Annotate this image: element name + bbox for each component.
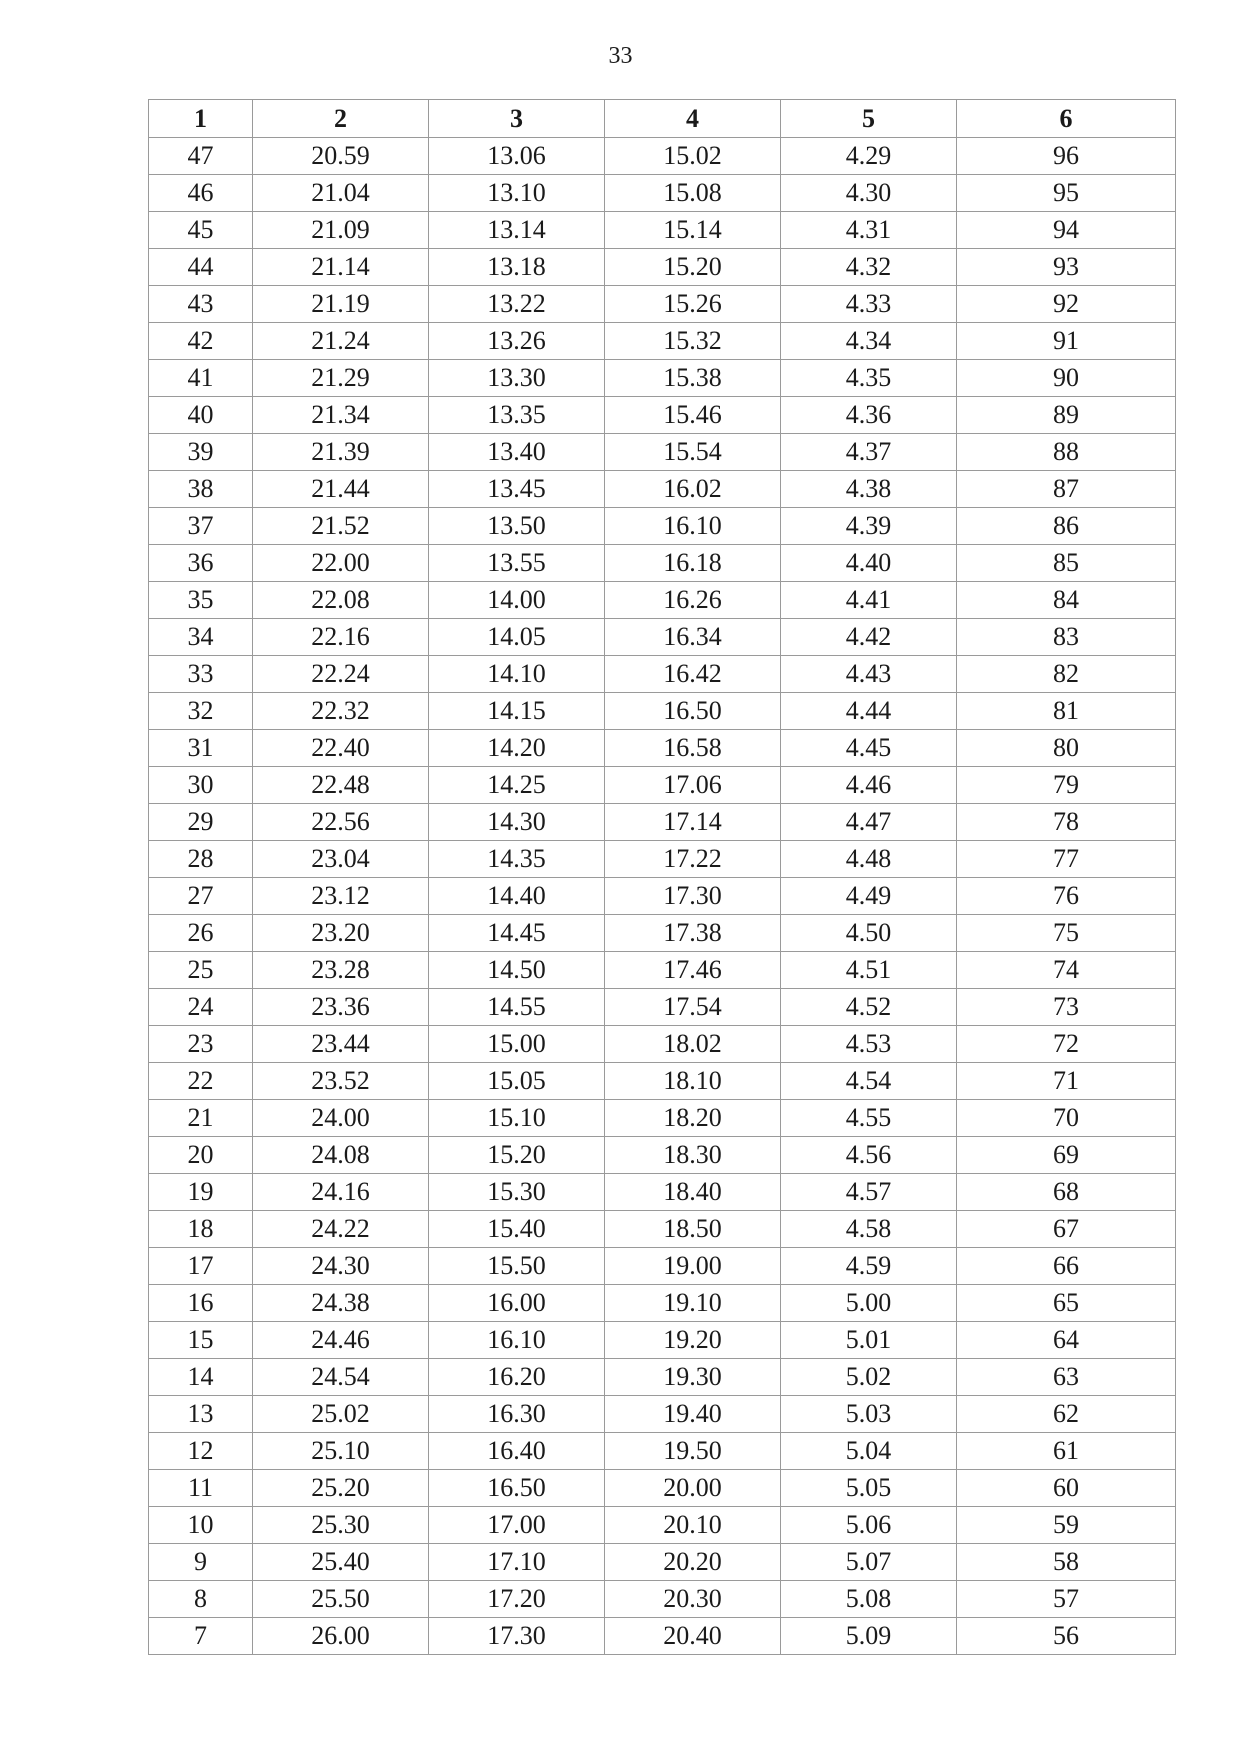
table-cell: 66 (957, 1248, 1176, 1285)
table-row (149, 286, 1176, 323)
table-cell: 30 (149, 767, 253, 804)
table-cell: 15.54 (605, 434, 781, 471)
table-cell: 25.30 (253, 1507, 429, 1544)
table-cell: 4.31 (781, 212, 957, 249)
table-row (149, 1026, 1176, 1063)
table-cell: 21.19 (253, 286, 429, 323)
table-cell: 37 (149, 508, 253, 545)
table-cell: 20.10 (605, 1507, 781, 1544)
table-cell: 23.28 (253, 952, 429, 989)
table-cell: 24.54 (253, 1359, 429, 1396)
table-cell: 15.26 (605, 286, 781, 323)
table-row (149, 730, 1176, 767)
table-cell: 4.48 (781, 841, 957, 878)
table-cell: 5.01 (781, 1322, 957, 1359)
table-cell: 14.05 (429, 619, 605, 656)
table-cell: 64 (957, 1322, 1176, 1359)
table-cell: 38 (149, 471, 253, 508)
table-cell: 17.22 (605, 841, 781, 878)
table-cell: 62 (957, 1396, 1176, 1433)
table-cell: 16.26 (605, 582, 781, 619)
table-cell: 5.05 (781, 1470, 957, 1507)
table-cell: 15.20 (429, 1137, 605, 1174)
table-cell: 18.10 (605, 1063, 781, 1100)
table-cell: 18.02 (605, 1026, 781, 1063)
table-cell: 19.40 (605, 1396, 781, 1433)
table-cell: 58 (957, 1544, 1176, 1581)
column-header-6: 6 (957, 100, 1176, 138)
table-cell: 89 (957, 397, 1176, 434)
table-cell: 4.52 (781, 989, 957, 1026)
table-cell: 56 (957, 1618, 1176, 1655)
table-cell: 15.40 (429, 1211, 605, 1248)
table-row (149, 138, 1176, 175)
table-cell: 4.29 (781, 138, 957, 175)
table-cell: 74 (957, 952, 1176, 989)
table-cell: 5.06 (781, 1507, 957, 1544)
table-row (149, 1322, 1176, 1359)
table-row (149, 397, 1176, 434)
table-cell: 23.36 (253, 989, 429, 1026)
table-cell: 31 (149, 730, 253, 767)
table-cell: 76 (957, 878, 1176, 915)
table-cell: 13.40 (429, 434, 605, 471)
table-cell: 4.34 (781, 323, 957, 360)
table-cell: 5.07 (781, 1544, 957, 1581)
table-cell: 28 (149, 841, 253, 878)
table-cell: 24 (149, 989, 253, 1026)
table-cell: 69 (957, 1137, 1176, 1174)
table-cell: 87 (957, 471, 1176, 508)
table-cell: 15.08 (605, 175, 781, 212)
table-row (149, 434, 1176, 471)
table-cell: 4.37 (781, 434, 957, 471)
table-row (149, 1581, 1176, 1618)
table-cell: 14.40 (429, 878, 605, 915)
table-cell: 86 (957, 508, 1176, 545)
table-cell: 17.14 (605, 804, 781, 841)
table-cell: 27 (149, 878, 253, 915)
data-table (148, 99, 1176, 1655)
table-cell: 14.25 (429, 767, 605, 804)
table-cell: 63 (957, 1359, 1176, 1396)
table-cell: 78 (957, 804, 1176, 841)
table-cell: 21.14 (253, 249, 429, 286)
table-row (149, 1211, 1176, 1248)
table-cell: 88 (957, 434, 1176, 471)
table-cell: 61 (957, 1433, 1176, 1470)
table-row (149, 804, 1176, 841)
column-header-3: 3 (429, 100, 605, 138)
table-cell: 17.38 (605, 915, 781, 952)
table-cell: 16.42 (605, 656, 781, 693)
table-cell: 13.35 (429, 397, 605, 434)
table-cell: 21 (149, 1100, 253, 1137)
table-cell: 15.38 (605, 360, 781, 397)
table-cell: 40 (149, 397, 253, 434)
table-cell: 13.14 (429, 212, 605, 249)
table-cell: 16.20 (429, 1359, 605, 1396)
table-cell: 13.30 (429, 360, 605, 397)
table-cell: 18.50 (605, 1211, 781, 1248)
table-cell: 45 (149, 212, 253, 249)
table-cell: 19.50 (605, 1433, 781, 1470)
table-cell: 75 (957, 915, 1176, 952)
table-cell: 26.00 (253, 1618, 429, 1655)
table-row (149, 1544, 1176, 1581)
table-cell: 22.40 (253, 730, 429, 767)
table-cell: 95 (957, 175, 1176, 212)
table-cell: 25.10 (253, 1433, 429, 1470)
table-cell: 17 (149, 1248, 253, 1285)
table-cell: 33 (149, 656, 253, 693)
table-cell: 15.30 (429, 1174, 605, 1211)
table-cell: 15.02 (605, 138, 781, 175)
table-row (149, 619, 1176, 656)
table-row (149, 545, 1176, 582)
table-cell: 14.50 (429, 952, 605, 989)
table-cell: 4.45 (781, 730, 957, 767)
table-cell: 14.45 (429, 915, 605, 952)
table-cell: 16.50 (429, 1470, 605, 1507)
table-cell: 26 (149, 915, 253, 952)
table-cell: 25.20 (253, 1470, 429, 1507)
table-cell: 91 (957, 323, 1176, 360)
table-cell: 4.46 (781, 767, 957, 804)
table-cell: 14 (149, 1359, 253, 1396)
table-cell: 57 (957, 1581, 1176, 1618)
table-cell: 59 (957, 1507, 1176, 1544)
table-cell: 29 (149, 804, 253, 841)
table-cell: 18.40 (605, 1174, 781, 1211)
table-cell: 17.30 (605, 878, 781, 915)
table-cell: 15.14 (605, 212, 781, 249)
table-cell: 20.30 (605, 1581, 781, 1618)
table-cell: 21.29 (253, 360, 429, 397)
table-row (149, 249, 1176, 286)
table-row (149, 471, 1176, 508)
table-body (149, 138, 1176, 1655)
table-cell: 20 (149, 1137, 253, 1174)
table-cell: 4.57 (781, 1174, 957, 1211)
table-row (149, 1174, 1176, 1211)
table-cell: 25.50 (253, 1581, 429, 1618)
table-cell: 15.20 (605, 249, 781, 286)
table-cell: 7 (149, 1618, 253, 1655)
table-row (149, 656, 1176, 693)
table-cell: 19.00 (605, 1248, 781, 1285)
table-cell: 21.39 (253, 434, 429, 471)
table-cell: 19.10 (605, 1285, 781, 1322)
table-row (149, 693, 1176, 730)
table-cell: 13.50 (429, 508, 605, 545)
table-cell: 16.02 (605, 471, 781, 508)
table-row (149, 952, 1176, 989)
table-cell: 13.26 (429, 323, 605, 360)
table-cell: 16.40 (429, 1433, 605, 1470)
table-cell: 15.50 (429, 1248, 605, 1285)
table-cell: 24.38 (253, 1285, 429, 1322)
table-cell: 21.52 (253, 508, 429, 545)
table-cell: 23.52 (253, 1063, 429, 1100)
table-cell: 15.32 (605, 323, 781, 360)
table-cell: 13.18 (429, 249, 605, 286)
table-cell: 4.55 (781, 1100, 957, 1137)
table-cell: 67 (957, 1211, 1176, 1248)
table-cell: 35 (149, 582, 253, 619)
table-row (149, 841, 1176, 878)
table-cell: 32 (149, 693, 253, 730)
table-cell: 25.02 (253, 1396, 429, 1433)
table-row (149, 508, 1176, 545)
table-cell: 18 (149, 1211, 253, 1248)
table-cell: 90 (957, 360, 1176, 397)
table-cell: 16.18 (605, 545, 781, 582)
table-cell: 14.00 (429, 582, 605, 619)
table-cell: 17.30 (429, 1618, 605, 1655)
table-row (149, 1507, 1176, 1544)
table-cell: 22.24 (253, 656, 429, 693)
table-cell: 21.34 (253, 397, 429, 434)
table-cell: 4.54 (781, 1063, 957, 1100)
table-cell: 14.30 (429, 804, 605, 841)
table-cell: 94 (957, 212, 1176, 249)
table-cell: 14.10 (429, 656, 605, 693)
table-cell: 11 (149, 1470, 253, 1507)
table-cell: 16.30 (429, 1396, 605, 1433)
table-cell: 10 (149, 1507, 253, 1544)
table-cell: 22.56 (253, 804, 429, 841)
table-cell: 17.20 (429, 1581, 605, 1618)
table-cell: 42 (149, 323, 253, 360)
table-cell: 5.02 (781, 1359, 957, 1396)
table-row (149, 1618, 1176, 1655)
table-cell: 18.20 (605, 1100, 781, 1137)
table-cell: 5.09 (781, 1618, 957, 1655)
table-row (149, 1248, 1176, 1285)
table-cell: 72 (957, 1026, 1176, 1063)
table-cell: 5.08 (781, 1581, 957, 1618)
table-cell: 24.16 (253, 1174, 429, 1211)
table-cell: 4.33 (781, 286, 957, 323)
table-cell: 22.48 (253, 767, 429, 804)
table-cell: 21.09 (253, 212, 429, 249)
header-row (149, 100, 1176, 138)
table-cell: 5.00 (781, 1285, 957, 1322)
table-cell: 25 (149, 952, 253, 989)
table-cell: 17.06 (605, 767, 781, 804)
table-cell: 23.12 (253, 878, 429, 915)
table-cell: 4.35 (781, 360, 957, 397)
table-cell: 93 (957, 249, 1176, 286)
table-row (149, 323, 1176, 360)
table-cell: 22.32 (253, 693, 429, 730)
page-number: 33 (608, 43, 633, 69)
table-row (149, 1063, 1176, 1100)
table-cell: 34 (149, 619, 253, 656)
table-cell: 19 (149, 1174, 253, 1211)
table-cell: 44 (149, 249, 253, 286)
column-header-4: 4 (605, 100, 781, 138)
table-cell: 4.38 (781, 471, 957, 508)
table-cell: 16.10 (429, 1322, 605, 1359)
table-cell: 4.53 (781, 1026, 957, 1063)
table-cell: 21.04 (253, 175, 429, 212)
table-row (149, 175, 1176, 212)
table-row (149, 1396, 1176, 1433)
table-cell: 12 (149, 1433, 253, 1470)
table-cell: 5.03 (781, 1396, 957, 1433)
table-cell: 9 (149, 1544, 253, 1581)
table-cell: 17.46 (605, 952, 781, 989)
table-cell: 15.00 (429, 1026, 605, 1063)
table-cell: 13.55 (429, 545, 605, 582)
table-cell: 36 (149, 545, 253, 582)
table-cell: 4.56 (781, 1137, 957, 1174)
table-cell: 14.55 (429, 989, 605, 1026)
table-cell: 15.46 (605, 397, 781, 434)
table-row (149, 1470, 1176, 1507)
table-cell: 82 (957, 656, 1176, 693)
table-cell: 19.20 (605, 1322, 781, 1359)
table-cell: 16.58 (605, 730, 781, 767)
table-cell: 23.20 (253, 915, 429, 952)
table-cell: 8 (149, 1581, 253, 1618)
table-cell: 39 (149, 434, 253, 471)
table-cell: 17.10 (429, 1544, 605, 1581)
table-cell: 4.39 (781, 508, 957, 545)
table-cell: 14.15 (429, 693, 605, 730)
table-cell: 47 (149, 138, 253, 175)
table-row (149, 878, 1176, 915)
table-cell: 14.20 (429, 730, 605, 767)
table-cell: 15.05 (429, 1063, 605, 1100)
table-row (149, 212, 1176, 249)
table-cell: 4.44 (781, 693, 957, 730)
table-cell: 17.54 (605, 989, 781, 1026)
table-cell: 43 (149, 286, 253, 323)
table-cell: 4.59 (781, 1248, 957, 1285)
table-cell: 20.59 (253, 138, 429, 175)
table-cell: 20.40 (605, 1618, 781, 1655)
column-header-2: 2 (253, 100, 429, 138)
table-cell: 60 (957, 1470, 1176, 1507)
table-row (149, 915, 1176, 952)
table-cell: 4.49 (781, 878, 957, 915)
table-cell: 16 (149, 1285, 253, 1322)
table-cell: 22.08 (253, 582, 429, 619)
table-row (149, 1359, 1176, 1396)
table-cell: 15.10 (429, 1100, 605, 1137)
table-row (149, 1100, 1176, 1137)
table-cell: 16.50 (605, 693, 781, 730)
table-row (149, 767, 1176, 804)
table-cell: 4.30 (781, 175, 957, 212)
table-cell: 22 (149, 1063, 253, 1100)
table-cell: 4.51 (781, 952, 957, 989)
table-cell: 16.00 (429, 1285, 605, 1322)
table-cell: 81 (957, 693, 1176, 730)
table-cell: 4.43 (781, 656, 957, 693)
table-cell: 77 (957, 841, 1176, 878)
table-cell: 4.47 (781, 804, 957, 841)
table-cell: 80 (957, 730, 1176, 767)
table-cell: 5.04 (781, 1433, 957, 1470)
table-row (149, 360, 1176, 397)
table-cell: 4.42 (781, 619, 957, 656)
table-cell: 24.00 (253, 1100, 429, 1137)
table-cell: 4.41 (781, 582, 957, 619)
table-cell: 23 (149, 1026, 253, 1063)
table-cell: 13.10 (429, 175, 605, 212)
table-row (149, 1433, 1176, 1470)
table-cell: 73 (957, 989, 1176, 1026)
table-cell: 24.22 (253, 1211, 429, 1248)
table-cell: 22.16 (253, 619, 429, 656)
table-cell: 46 (149, 175, 253, 212)
table-cell: 70 (957, 1100, 1176, 1137)
table-cell: 83 (957, 619, 1176, 656)
table-cell: 92 (957, 286, 1176, 323)
table-cell: 65 (957, 1285, 1176, 1322)
table-cell: 68 (957, 1174, 1176, 1211)
table-cell: 16.34 (605, 619, 781, 656)
table-cell: 23.44 (253, 1026, 429, 1063)
table-cell: 24.46 (253, 1322, 429, 1359)
table-row (149, 582, 1176, 619)
table-cell: 20.00 (605, 1470, 781, 1507)
table-cell: 24.08 (253, 1137, 429, 1174)
table-header (149, 100, 1176, 138)
table-cell: 22.00 (253, 545, 429, 582)
table-cell: 41 (149, 360, 253, 397)
table-cell: 25.40 (253, 1544, 429, 1581)
table-cell: 24.30 (253, 1248, 429, 1285)
table-cell: 96 (957, 138, 1176, 175)
table-cell: 16.10 (605, 508, 781, 545)
table-cell: 4.36 (781, 397, 957, 434)
table-cell: 84 (957, 582, 1176, 619)
table-cell: 20.20 (605, 1544, 781, 1581)
table-cell: 15 (149, 1322, 253, 1359)
table-cell: 14.35 (429, 841, 605, 878)
table-cell: 4.40 (781, 545, 957, 582)
table-cell: 13.22 (429, 286, 605, 323)
table-cell: 21.24 (253, 323, 429, 360)
table-cell: 79 (957, 767, 1176, 804)
table-cell: 23.04 (253, 841, 429, 878)
column-header-1: 1 (149, 100, 253, 138)
table-cell: 19.30 (605, 1359, 781, 1396)
table-row (149, 1285, 1176, 1322)
table-cell: 13 (149, 1396, 253, 1433)
table-row (149, 1137, 1176, 1174)
column-header-5: 5 (781, 100, 957, 138)
table-cell: 17.00 (429, 1507, 605, 1544)
table-cell: 4.32 (781, 249, 957, 286)
table-cell: 18.30 (605, 1137, 781, 1174)
table-row (149, 989, 1176, 1026)
table-cell: 21.44 (253, 471, 429, 508)
table-cell: 13.45 (429, 471, 605, 508)
table-cell: 4.58 (781, 1211, 957, 1248)
table-cell: 71 (957, 1063, 1176, 1100)
table-cell: 4.50 (781, 915, 957, 952)
table-cell: 13.06 (429, 138, 605, 175)
table-cell: 85 (957, 545, 1176, 582)
